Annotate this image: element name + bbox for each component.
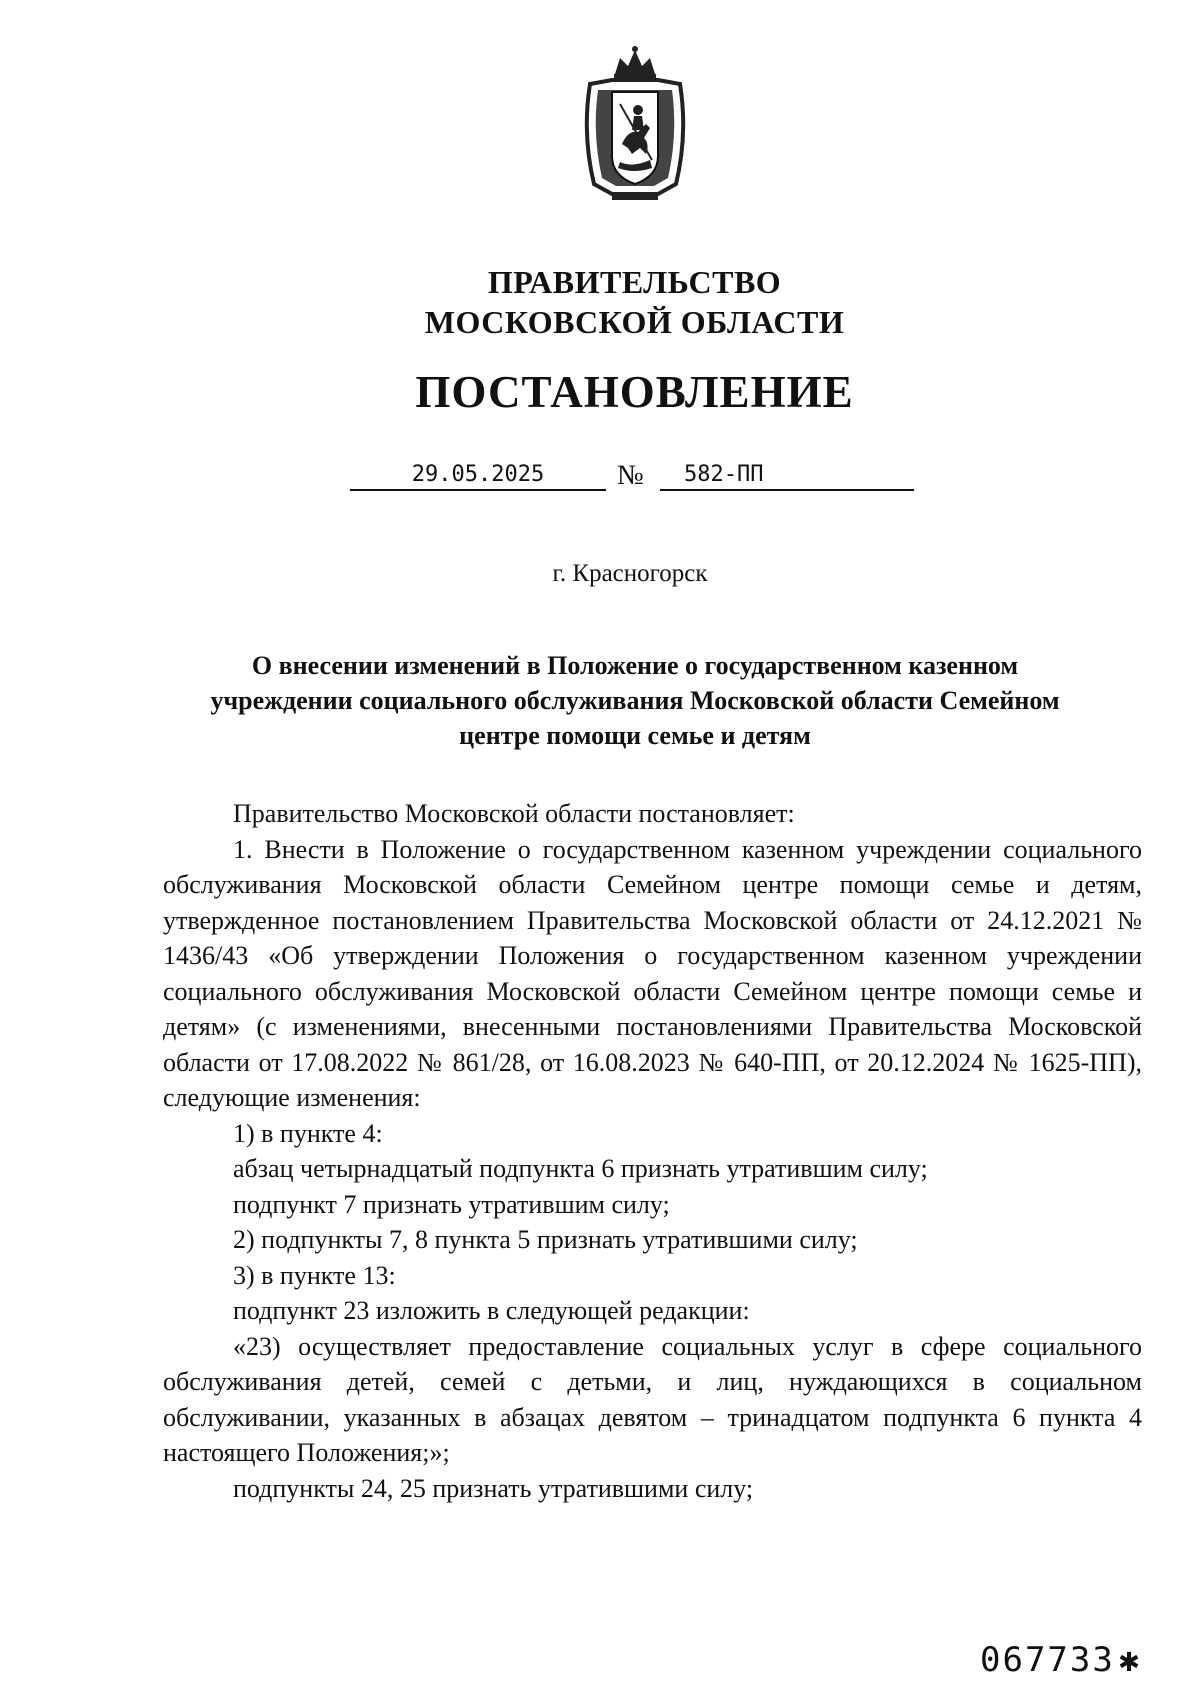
- subitem-3: 3) в пункте 13:: [233, 1260, 396, 1290]
- subitem-1a: абзац четырнадцатый подпункта 6 признать утратившим силу;: [233, 1154, 928, 1183]
- registration-number-value: 067733: [980, 1640, 1115, 1680]
- intro-paragraph: Правительство Московской области постановляет:: [233, 799, 795, 828]
- item-1-paragraph: 1. Внести в Положение о государственном казенном учреждении социального обслуживания Московской области Семейном центре помощи семье и детям, утвержденное постановлением Правительства Московской области от 24.12.2021 № 1436/43 «Об утверждении Положения о государственном казенном учреждении социального обслуживания Московской области Семейном центре помощи семье и детям» (с изменениями, внесенными постановлениями Правительства Московской области от 17.08.2022 № 861/28, от 16.08.2023 № 640-ПП, от 20.12.2024 № 1625-ПП), следующие изменения:: [163, 834, 1142, 1112]
- subitem-3b: «23) осуществляет предоставление социальных услуг в сфере социального обслуживания детей, семей с детьми, и лиц, нуждающихся в социальном обслуживании, указанных в абзацах девятом – тринадцатом подпункта 6 пункта 4 настоящего Положения;»;: [163, 1331, 1142, 1467]
- government-name: [0, 262, 1200, 342]
- date-number-line: [0, 462, 1200, 502]
- subitem-3c: подпункты 24, 25 признать утратившими силу;: [233, 1473, 754, 1503]
- document-date: 29.05.2025: [350, 462, 606, 491]
- subject-line3: центре помощи семье и детям: [459, 721, 811, 750]
- city: г. Красногорск: [552, 560, 708, 587]
- subitem-2: 2) подпункты 7, 8 пункта 5 признать утратившими силу;: [233, 1225, 858, 1254]
- subitem-3a: подпункт 23 изложить в следующей редакции:: [233, 1296, 750, 1325]
- document-subject: [150, 648, 1120, 753]
- document-body: [163, 796, 1142, 1506]
- subitem-1: 1) в пункте 4:: [233, 1118, 383, 1148]
- government-name-line1: ПРАВИТЕЛЬСТВО: [487, 264, 782, 300]
- document-type: ПОСТАНОВЛЕНИЕ: [415, 367, 854, 417]
- registration-number: [980, 1640, 1141, 1680]
- government-name-line2: МОСКОВСКОЙ ОБЛАСТИ: [424, 304, 845, 340]
- number-sign: №: [617, 460, 644, 491]
- document-number: 582-ПП: [660, 462, 914, 491]
- subject-line1: О внесении изменений в Положение о государственном казенном: [251, 651, 1019, 680]
- star-icon: ✱: [1118, 1640, 1142, 1680]
- subject-line2: учреждении социального обслуживания Московской области Семейном: [210, 686, 1060, 715]
- coat-of-arms-icon: [572, 44, 698, 204]
- subitem-1b: подпункт 7 признать утратившим силу;: [233, 1189, 670, 1219]
